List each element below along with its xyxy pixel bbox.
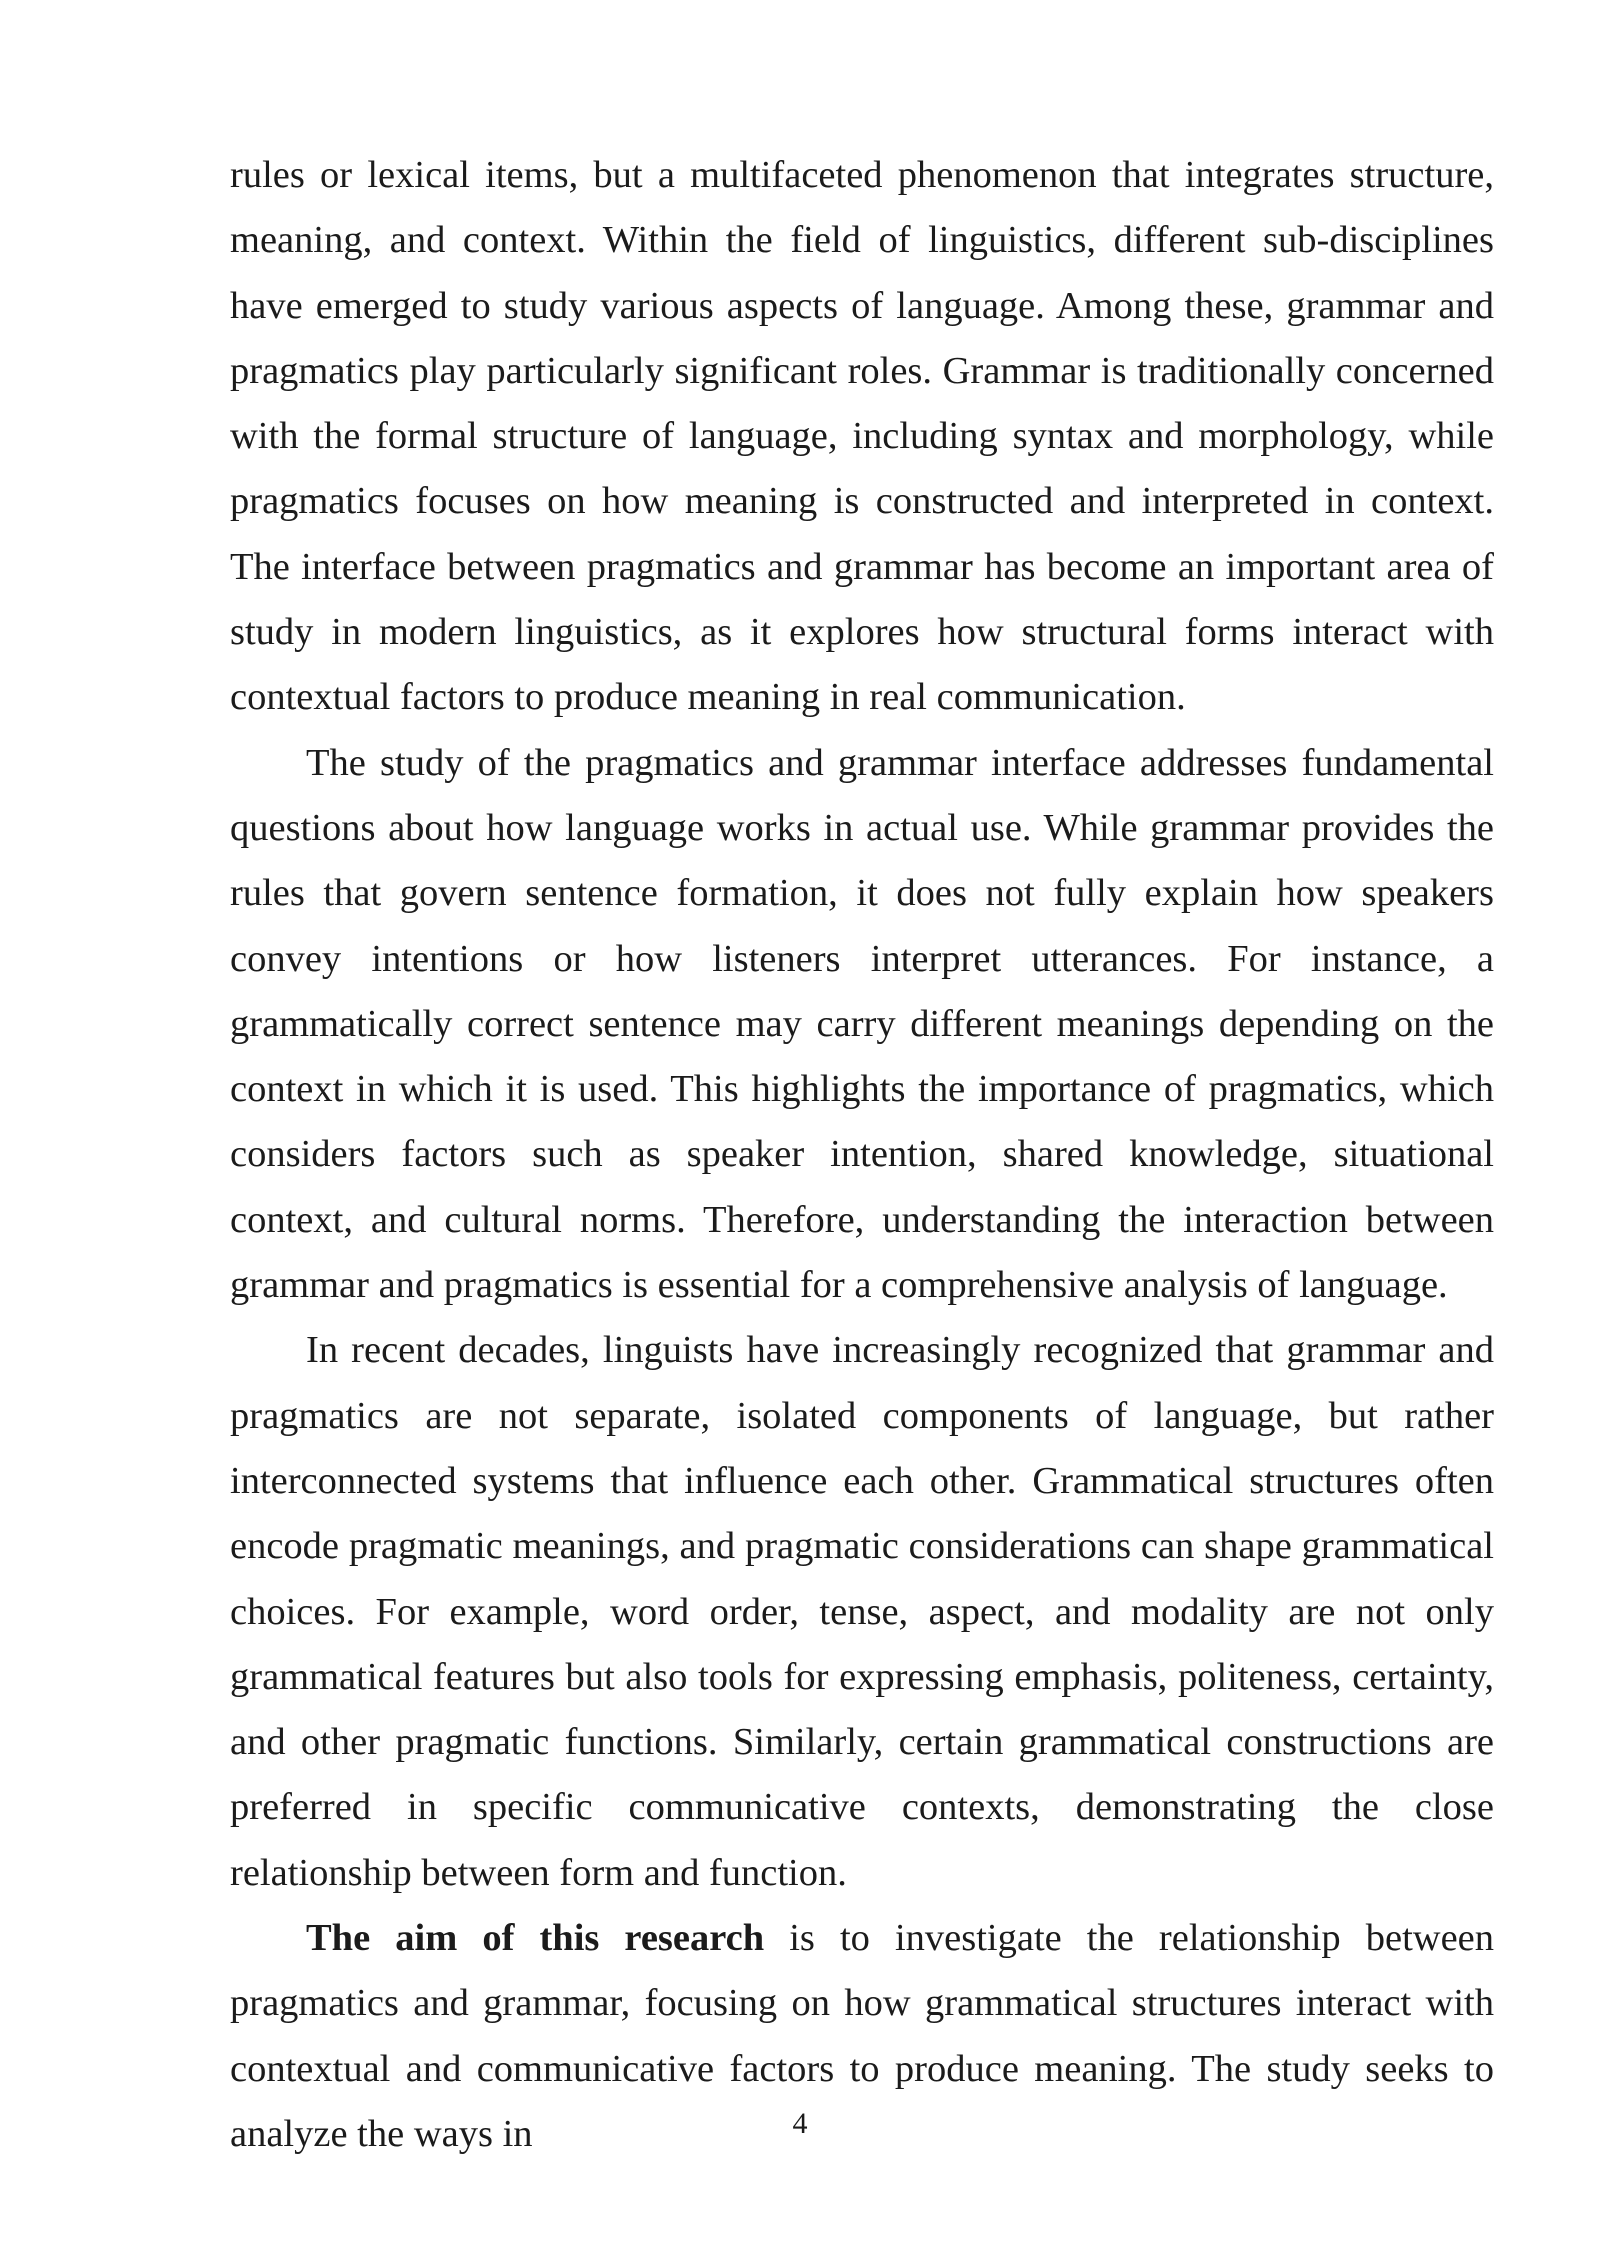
paragraph-4-bold-lead: The aim of this research bbox=[306, 1917, 765, 1960]
page-number: 4 bbox=[792, 2107, 808, 2140]
paragraph-2: The study of the pragmatics and grammar interface addresses fundamental questions about how language works in actual use. While grammar provides the rules that govern sentence formation, it does not fully explain how speakers convey intentions or how listeners interpret utterances. For instance, a grammatically correct sentence may carry different meanings depending on the context in which it is used. This highlights the importance of pragmatics, which considers factors such as speaker intention, shared knowledge, situational context, and cultural norms. Therefore, understanding the interaction between grammar and pragmatics is essential for a comprehensive analysis of language. bbox=[230, 741, 1494, 1307]
paragraph-4-text: is to investigate the relationship between pragmatics and grammar, focusing on how grammatical structures interact with contextual and communicative factors to produce meaning. The study seeks to analyze the ways in bbox=[230, 1917, 1494, 2155]
paragraph-1: rules or lexical items, but a multifaceted phenomenon that integrates structure, meaning, and context. Within the field of linguistics, different sub-disciplines have emerged to study various aspects of language. Among these, grammar and pragmatics play particularly significant roles. Grammar is traditionally concerned with the formal structure of language, including syntax and morphology, while pragmatics focuses on how meaning is constructed and interpreted in context. The interface between pragmatics and grammar has become an important area of study in modern linguistics, as it explores how structural forms interact with contextual factors to produce meaning in real communication. bbox=[230, 154, 1494, 719]
paragraph-3: In recent decades, linguists have increasingly recognized that grammar and pragmatics are not separate, isolated components of language, but rather interconnected systems that influence each other. Grammatical structures often encode pragmatic meanings, and pragmatic considerations can shape grammatical choices. For example, word order, tense, aspect, and modality are not only grammatical features but also tools for expressing emphasis, politeness, certainty, and other pragmatic functions. Similarly, certain grammatical constructions are preferred in specific communicative contexts, demonstrating the close relationship between form and function. bbox=[230, 1329, 1494, 1894]
body-text bbox=[230, 143, 1494, 2167]
